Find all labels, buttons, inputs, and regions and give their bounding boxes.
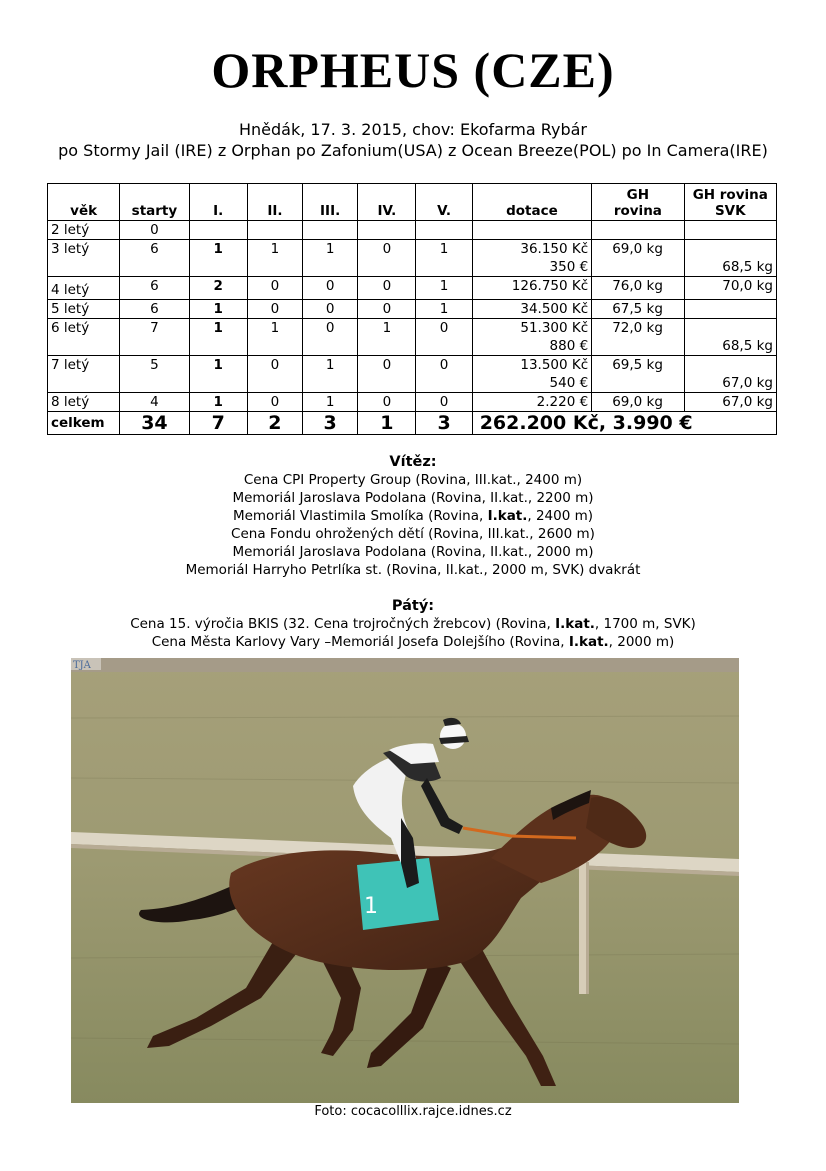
race-photo [71, 658, 739, 1103]
table-row [48, 393, 777, 412]
cell-age: 4 letý [48, 277, 120, 300]
cell-gh: 72,0 kg [592, 319, 684, 356]
cell-fourth: 0 [358, 240, 416, 277]
table-row [48, 356, 777, 393]
win-item: Memoriál Harryho Petrlíka st. (Rovina, II.kat., 2000 m, SVK) dvakrát [185, 562, 641, 578]
cell-third: 0 [303, 300, 358, 319]
cell-gh-svk [684, 300, 776, 319]
cell-first: 1 [189, 300, 247, 319]
fifth-heading: Pátý: [391, 598, 435, 614]
table-row [48, 319, 777, 356]
cell-fifth: 0 [416, 356, 472, 393]
cell-starts: 5 [120, 356, 189, 393]
cell-fourth: 0 [358, 356, 416, 393]
cell-age: 3 letý [48, 240, 120, 277]
table-row [48, 221, 777, 240]
cell-gh: 69,5 kg [592, 356, 684, 393]
col-header-second: II. [247, 184, 302, 221]
cell-prize [472, 221, 591, 240]
cell-second: 0 [247, 277, 302, 300]
cell-prize: 34.500 Kč [472, 300, 591, 319]
total-first: 7 [189, 412, 247, 435]
win-item: Memoriál Vlastimila Smolíka (Rovina, I.kat., 2400 m) [232, 508, 594, 524]
svg-text:1: 1 [364, 894, 378, 919]
cell-fifth [416, 221, 472, 240]
cell-prize: 36.150 Kč 350 € [472, 240, 591, 277]
cell-fourth: 1 [358, 319, 416, 356]
col-header-third: III. [303, 184, 358, 221]
cell-third: 1 [303, 393, 358, 412]
cell-age: 6 letý [48, 319, 120, 356]
cell-gh-svk [684, 221, 776, 240]
pedigree-line: po Stormy Jail (IRE) z Orphan po Zafonium(USA) z Ocean Breeze(POL) po In Camera(IRE) [58, 141, 768, 160]
col-header-gh-svk: GH rovina SVK [684, 184, 776, 221]
cell-first: 2 [189, 277, 247, 300]
cell-first: 1 [189, 356, 247, 393]
total-third: 3 [303, 412, 358, 435]
cell-third [303, 221, 358, 240]
cell-first: 1 [189, 319, 247, 356]
cell-gh-svk: 70,0 kg [684, 277, 776, 300]
total-row [48, 412, 777, 435]
cell-age: 8 letý [48, 393, 120, 412]
cell-age: 5 letý [48, 300, 120, 319]
cell-gh-svk: 67,0 kg [684, 393, 776, 412]
race-statistics-table [47, 183, 777, 435]
cell-fourth: 0 [358, 300, 416, 319]
col-header-first: I. [189, 184, 247, 221]
cell-starts: 6 [120, 277, 189, 300]
cell-prize: 126.750 Kč [472, 277, 591, 300]
cell-age: 2 letý [48, 221, 120, 240]
fifth-place-section [0, 597, 826, 651]
table-header-row [48, 184, 777, 221]
cell-prize: 13.500 Kč 540 € [472, 356, 591, 393]
total-second: 2 [247, 412, 302, 435]
cell-third: 1 [303, 240, 358, 277]
win-item: Memoriál Jaroslava Podolana (Rovina, II.kat., 2200 m) [232, 490, 594, 506]
horse-name-title: ORPHEUS (CZE) [211, 42, 615, 98]
cell-second: 0 [247, 356, 302, 393]
total-prize: 262.200 Kč, 3.990 € [472, 412, 776, 435]
col-header-age: věk [48, 184, 120, 221]
cell-gh-svk: 68,5 kg [684, 319, 776, 356]
cell-gh-svk: 68,5 kg [684, 240, 776, 277]
cell-first: 1 [189, 240, 247, 277]
win-item: Cena Fondu ohrožených dětí (Rovina, III.kat., 2600 m) [231, 526, 595, 542]
total-fourth: 1 [358, 412, 416, 435]
cell-age: 7 letý [48, 356, 120, 393]
cell-fifth: 1 [416, 240, 472, 277]
table-row [48, 277, 777, 300]
cell-gh: 69,0 kg [592, 393, 684, 412]
cell-second: 1 [247, 240, 302, 277]
cell-third: 0 [303, 319, 358, 356]
cell-first: 1 [189, 393, 247, 412]
cell-fourth: 0 [358, 393, 416, 412]
photo-credit: Foto: cocacolllix.rajce.idnes.cz [314, 1104, 512, 1119]
fifth-item: Cena Města Karlovy Vary –Memoriál Josefa Dolejšího (Rovina, I.kat., 2000 m) [151, 634, 675, 650]
cell-gh: 76,0 kg [592, 277, 684, 300]
cell-fifth: 0 [416, 393, 472, 412]
cell-second: 0 [247, 393, 302, 412]
cell-fifth: 1 [416, 300, 472, 319]
table-row [48, 240, 777, 277]
horse-info-line: Hnědák, 17. 3. 2015, chov: Ekofarma Rybár [238, 120, 588, 139]
cell-second: 1 [247, 319, 302, 356]
win-item: Cena CPI Property Group (Rovina, III.kat., 2400 m) [243, 472, 583, 488]
fifth-item: Cena 15. výročia BKIS (32. Cena trojročných žrebcov) (Rovina, I.kat., 1700 m, SVK) [130, 616, 696, 632]
cell-starts: 6 [120, 300, 189, 319]
col-header-fourth: IV. [358, 184, 416, 221]
cell-second: 0 [247, 300, 302, 319]
cell-fifth: 1 [416, 277, 472, 300]
total-fifth: 3 [416, 412, 472, 435]
cell-fifth: 0 [416, 319, 472, 356]
cell-first [189, 221, 247, 240]
total-starts: 34 [120, 412, 189, 435]
col-header-prize: dotace [472, 184, 591, 221]
cell-fourth: 0 [358, 277, 416, 300]
cell-second [247, 221, 302, 240]
table-row [48, 300, 777, 319]
cell-gh: 67,5 kg [592, 300, 684, 319]
col-header-starts: starty [120, 184, 189, 221]
col-header-gh: GH rovina [592, 184, 684, 221]
cell-starts: 0 [120, 221, 189, 240]
cell-gh-svk: 67,0 kg [684, 356, 776, 393]
cell-prize: 51.300 Kč 880 € [472, 319, 591, 356]
col-header-fifth: V. [416, 184, 472, 221]
winner-heading: Vítěz: [389, 454, 437, 470]
cell-starts: 4 [120, 393, 189, 412]
winner-section [0, 453, 826, 579]
win-item: Memoriál Jaroslava Podolana (Rovina, II.kat., 2000 m) [232, 544, 594, 560]
cell-starts: 7 [120, 319, 189, 356]
cell-prize: 2.220 € [472, 393, 591, 412]
cell-gh [592, 221, 684, 240]
watermark-text: TJA [73, 660, 91, 671]
cell-third: 1 [303, 356, 358, 393]
cell-starts: 6 [120, 240, 189, 277]
total-label: celkem [48, 412, 120, 435]
cell-third: 0 [303, 277, 358, 300]
cell-gh: 69,0 kg [592, 240, 684, 277]
cell-fourth [358, 221, 416, 240]
